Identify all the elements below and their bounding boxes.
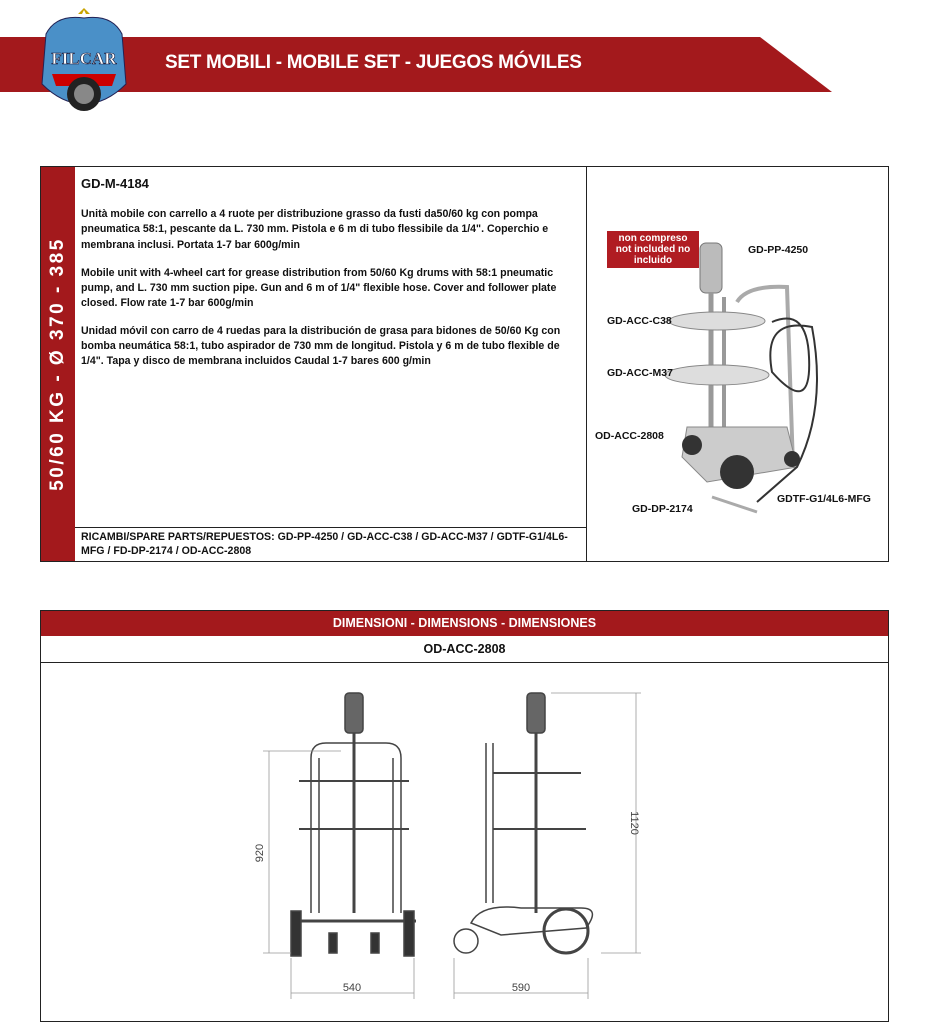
side-view <box>454 693 592 953</box>
description-es: Unidad móvil con carro de 4 ruedas para la distribución de grasa para bidones de 50/60 Kg con bomba neumática 58:1, tubo aspirador de 730 mm de longitud. Pistola y 6 m de tubo flexible de 1/4". Tapa y disco de membrana incluidos Caudal 1-7 bares 600 g/min <box>81 324 561 367</box>
label-pipe: GD-DP-2174 <box>632 503 693 515</box>
label-cart: OD-ACC-2808 <box>595 430 664 442</box>
label-pump: GD-PP-4250 <box>748 244 809 256</box>
front-view <box>291 693 416 956</box>
description-it: Unità mobile con carrello a 4 ruote per distribuzione grasso da fusti da50/60 kg con pompa pneumatica 58:1, pescante da L. 730 mm. Pistola e 6 m di tubo flessibile da 1/4". Coperchio e membrana inclusi. Portata 1-7 bar 600g/min <box>81 208 549 251</box>
page-title: SET MOBILI - MOBILE SET - JUEGOS MÓVILES <box>165 52 582 73</box>
product-code: GD-M-4184 <box>81 176 149 191</box>
capacity-label: 50/60 KG - Ø 370 - 385 <box>47 237 68 491</box>
dimension-drawing <box>41 663 887 1021</box>
height-side-label: 1120 <box>628 811 640 835</box>
filcar-logo <box>36 4 132 116</box>
label-membrane: GD-ACC-M37 <box>607 367 673 379</box>
dimensions-section <box>40 610 889 1022</box>
dimensions-title: DIMENSIONI - DIMENSIONS - DIMENSIONES <box>41 611 888 636</box>
spare-parts: RICAMBI/SPARE PARTS/REPUESTOS: GD-PP-4250 / GD-ACC-C38 / GD-ACC-M37 / GDTF-G1/4L6-MFG / FD-DP-2174 / OD-ACC-2808 <box>75 528 587 561</box>
description-en: Mobile unit with 4-wheel cart for grease distribution from 50/60 Kg drums with 58:1 pneumatic pump, and L. 730 mm suction pipe. Gun and 6 m of 1/4" flexible hose. Cover and follower plate closed. Flow rate 1-7 bar 600g/min <box>81 266 557 309</box>
height-front-label: 920 <box>254 843 266 863</box>
width-side-label: 590 <box>511 982 531 994</box>
capacity-strip <box>41 167 75 561</box>
dimensions-subtitle: OD-ACC-2808 <box>41 636 888 663</box>
not-included-note: non compreso not included no incluido <box>607 231 699 268</box>
label-hose: GDTF-G1/4L6-MFG <box>777 493 871 505</box>
label-cover: GD-ACC-C38 <box>607 315 672 327</box>
logo-text: FILCAR <box>51 49 117 68</box>
product-card <box>40 166 889 562</box>
product-photo <box>587 167 888 561</box>
product-description <box>75 167 587 528</box>
width-front-label: 540 <box>342 982 362 994</box>
